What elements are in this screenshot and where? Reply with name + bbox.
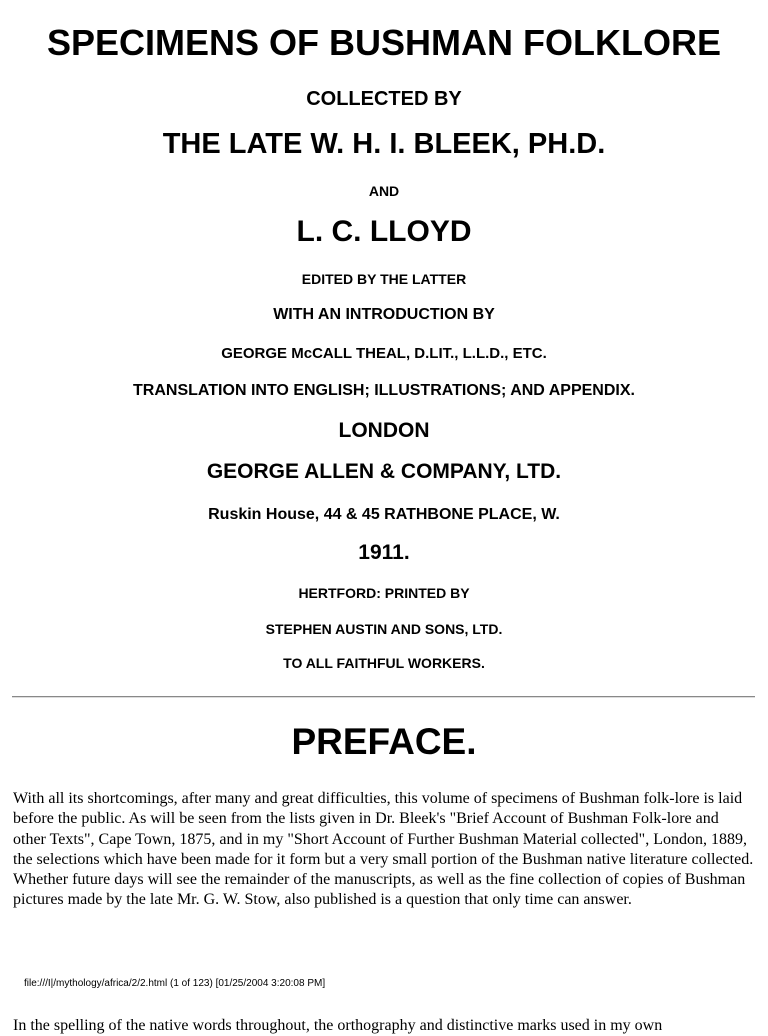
author-lloyd: L. C. LLOYD [296,215,472,248]
publication-city: LONDON [338,419,430,442]
file-path-footer: file:///I|/mythology/africa/2/2.html (1 of 123) [01/25/2004 3:20:08 PM] [24,978,326,989]
publication-year: 1911. [358,541,410,564]
printed-by-label: HERTFORD: PRINTED BY [298,585,470,601]
edited-by-label: EDITED BY THE LATTER [301,271,467,287]
book-title: SPECIMENS OF BUSHMAN FOLKLORE [46,22,721,63]
preface-paragraph: With all its shortcomings, after many and great difficulties, this volume of specimens of Bushman folk-lore is laid before the public. As will be seen from the lists given in Dr. Bleek's "Brief Account of Bushman Folk-lore and other Texts", Cape Town, 1875, and in my "Short Account of Further Bushman Material collected", London, 1889, the selections which have been made for it form but a very small portion of the Bushman native literature collected. Whether future days will see the remainder of the manuscripts, as well as the fine collection of copies of Bushman pictures made by the late Mr. G. W. Stow, also published is a question that only time can answer. [13,790,754,909]
and-label: AND [368,183,400,199]
preface-heading: PREFACE. [291,721,477,762]
introduction-label: WITH AN INTRODUCTION BY [273,306,495,323]
horizontal-divider [12,696,755,698]
printer-name: STEPHEN AUSTIN AND SONS, LTD. [265,621,503,637]
introduction-author: GEORGE McCALL THEAL, D.LIT., L.L.D., ETC. [221,345,547,362]
contents-line: TRANSLATION INTO ENGLISH; ILLUSTRATIONS; AND APPENDIX. [133,382,635,399]
publisher-address: Ruskin House, 44 & 45 RATHBONE PLACE, W. [208,506,560,523]
next-paragraph-partial: In the spelling of the native words throughout, the orthography and distinctive marks used in my own [13,1017,663,1034]
dedication: TO ALL FAITHFUL WORKERS. [283,655,485,671]
collected-by-label: COLLECTED BY [306,88,462,110]
publisher-name: GEORGE ALLEN & COMPANY, LTD. [206,460,562,483]
author-bleek: THE LATE W. H. I. BLEEK, PH.D. [162,128,606,160]
